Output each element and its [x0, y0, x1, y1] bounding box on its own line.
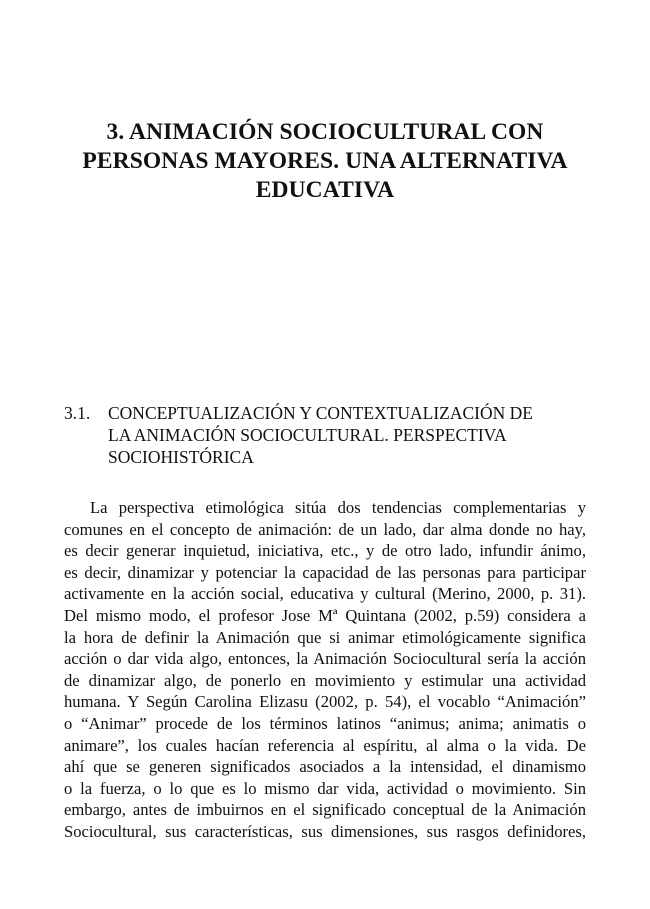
paragraph-line: es decir generar inquietud, iniciativa, etc., y de otro lado, infundir ánimo, [64, 541, 586, 561]
section-number: 3.1. [64, 403, 91, 423]
paragraph-line: activamente en la acción social, educativa y cultural (Merino, 2000, p. 31). [64, 584, 586, 604]
paragraph-line: Del mismo modo, el profesor Jose Mª Quintana (2002, p.59) considera a [64, 605, 586, 625]
paragraph-line: la hora de definir la Animación que si animar etimológicamente significa [64, 627, 586, 647]
paragraph-line: ahí que se generen significados asociados a la intensidad, el dinamismo [64, 757, 586, 777]
paragraph-line: o la fuerza, o lo que es lo mismo dar vida, actividad o movimiento. Sin [64, 778, 586, 798]
paragraph-line: Sociocultural, sus características, sus dimensiones, sus rasgos definidores, [64, 821, 586, 841]
section-title-line: LA ANIMACIÓN SOCIOCULTURAL. PERSPECTIVA [108, 425, 507, 445]
chapter-title [60, 118, 590, 205]
paragraph-line: embargo, antes de imbuirnos en el significado conceptual de la Animación [64, 800, 586, 820]
paragraph-line: comunes en el concepto de animación: de un lado, dar alma donde no hay, [64, 519, 586, 539]
paragraph-line: o “Animar” procede de los términos latinos “animus; anima; animatis o [64, 713, 586, 733]
paragraph-line: humana. Y Según Carolina Elizasu (2002, p. 54), el vocablo “Animación” [64, 692, 586, 712]
paragraph-line: La perspectiva etimológica sitúa dos tendencias complementarias y [90, 498, 586, 517]
paragraph-line: es decir, dinamizar y potenciar la capacidad de las personas para participar [64, 562, 586, 582]
section-title-line: SOCIOHISTÓRICA [108, 447, 254, 467]
body-paragraph [64, 497, 586, 843]
section-title [108, 402, 608, 468]
paragraph-line: acción o dar vida algo, entonces, la Animación Sociocultural sería la acción [64, 649, 586, 669]
chapter-title-line: EDUCATIVA [255, 176, 395, 203]
paragraph-line: animare”, los cuales hacían referencia al espíritu, al alma o la vida. De [64, 735, 586, 755]
chapter-title-line: PERSONAS MAYORES. UNA ALTERNATIVA [82, 147, 568, 174]
chapter-title-line: 3. ANIMACIÓN SOCIOCULTURAL CON [106, 118, 544, 145]
section-title-line: CONCEPTUALIZACIÓN Y CONTEXTUALIZACIÓN DE [108, 403, 533, 423]
paragraph-line: de dinamizar algo, de ponerlo en movimiento y estimular una actividad [64, 670, 586, 690]
